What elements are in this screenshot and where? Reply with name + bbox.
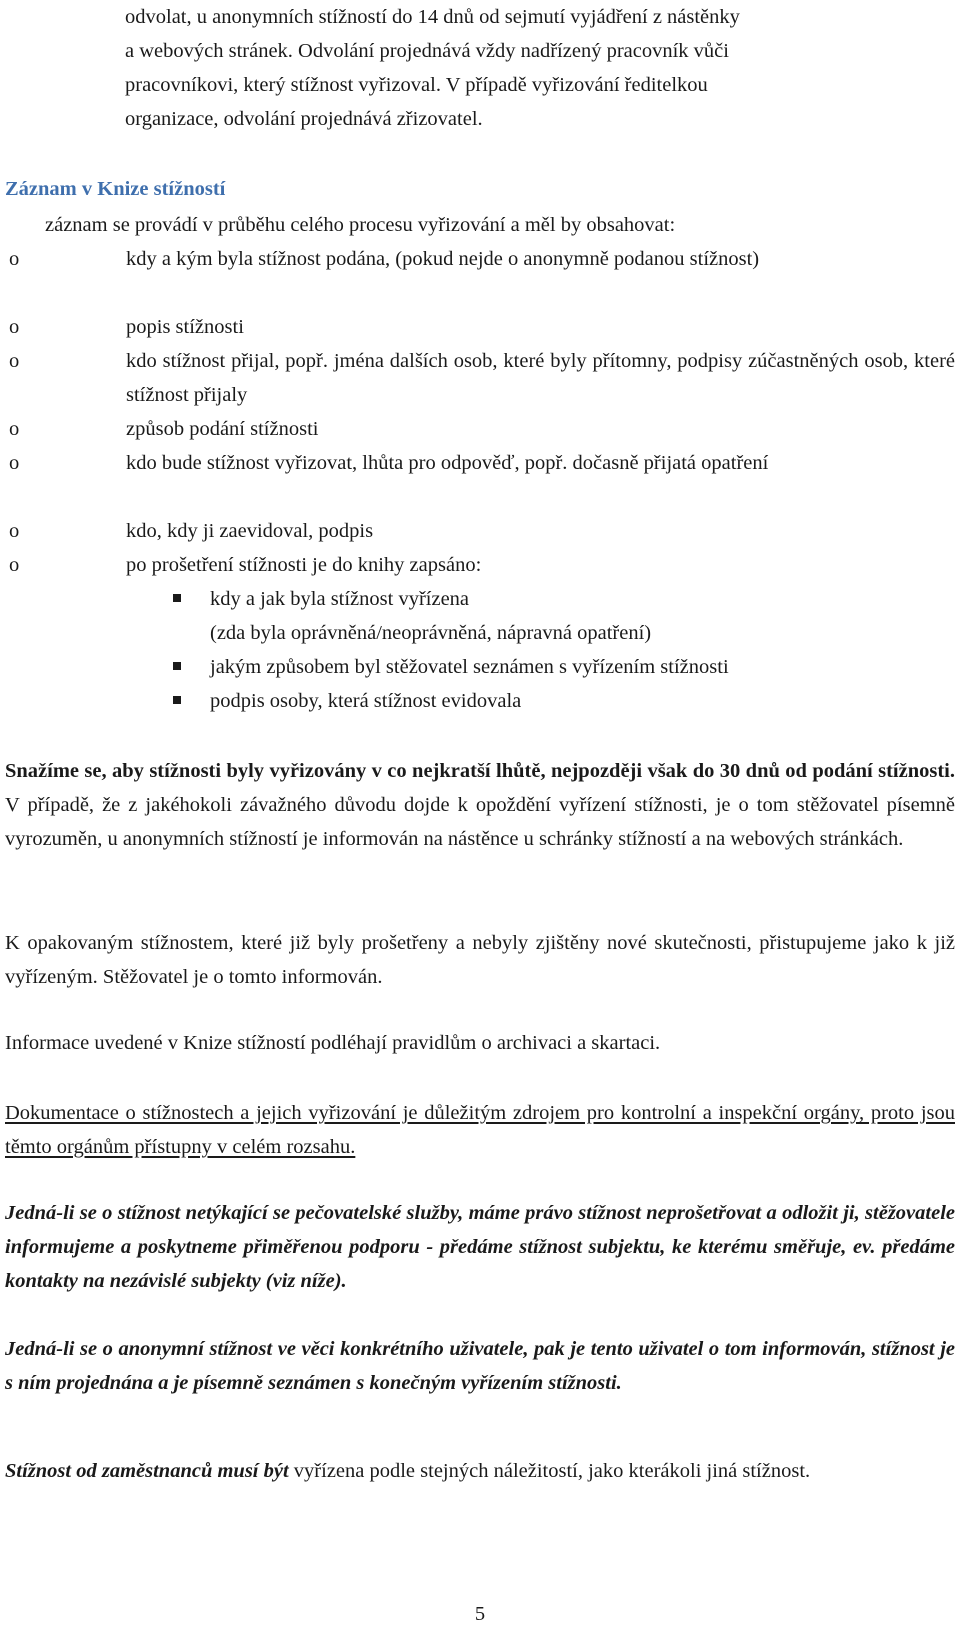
bullet-marker: o [9,452,20,474]
text-line: odvolat, u anonymních stížností do 14 dnů od sejmutí vyjádření z nástěnky [125,6,740,28]
deadline-text: V případě, že z jakéhokoli závažného důvodu dojde k opoždění vyřízení stížnosti, je o tom stěžovatel písemně vyrozuměn, u anonymních stížností je informován na nástěnce u schránky stížností a na webových stránkách. [5,794,955,850]
unrelated-complaint-paragraph: Jedná-li se o stížnost netýkající se pečovatelské služby, máme právo stížnost neprošetřovat a odložit ji, stěžovatele informujeme a poskytneme přiměřenou podporu - předáme stížnost subjektu, ke kterému směřuje, ev. předáme kontakty na nezávislé subjekty (viz níže). [5,1202,955,1292]
bullet-marker: o [9,316,20,338]
bullet-marker: o [9,350,20,372]
sub-list-item-text: kdy a jak byla stížnost vyřízena [210,588,470,610]
employee-complaint-paragraph [5,1454,955,1488]
section-intro: záznam se provádí v průběhu celého procesu vyřizování a měl by obsahovat: [45,214,676,236]
sub-list-item-text: jakým způsobem byl stěžovatel seznámen s vyřízením stížnosti [210,656,729,678]
list-item [5,242,955,276]
text-line: a webových stránek. Odvolání projednává vždy nadřízený pracovník vůči [125,40,729,62]
square-bullet-icon [173,696,181,704]
deadline-emphasis: Snažíme se, aby stížnosti byly vyřizovány v co nejkratší lhůtě, nejpozději však do 30 dnů od podání stížnosti. [5,760,955,782]
list-item [5,310,955,344]
list-item [5,344,955,412]
sub-list-item [5,582,955,616]
square-bullet-icon [173,594,181,602]
list-item-text: způsob podání stížnosti [126,418,319,440]
archiving-paragraph: Informace uvedené v Knize stížností podléhají pravidlům o archivaci a skartaci. [5,1032,661,1054]
text-line: pracovníkovi, který stížnost vyřizoval. V případě vyřizování ředitelkou [125,74,708,96]
list-item [5,514,955,548]
bullet-marker: o [9,418,20,440]
bullet-marker: o [9,248,20,270]
list-item-text: kdy a kým byla stížnost podána, (pokud nejde o anonymně podanou stížnost) [126,248,760,270]
continued-paragraph [125,0,955,136]
sub-list-item-text: (zda byla oprávněná/neoprávněná, nápravná opatření) [210,622,652,644]
employee-complaint-text: vyřízena podle stejných náležitostí, jako kterákoli jiná stížnost. [288,1460,811,1482]
documentation-paragraph: Dokumentace o stížnostech a jejich vyřizování je důležitým zdrojem pro kontrolní a inspekční orgány, proto jsou těmto orgánům přístupny v celém rozsahu. [5,1102,955,1158]
list-item-text: kdo stížnost přijal, popř. jména dalších osob, které byly přítomny, podpisy zúčastněných osob, které stížnost přijaly [126,350,955,406]
deadline-paragraph [5,754,955,856]
list-item-text: popis stížnosti [126,316,244,338]
list-item [5,412,955,446]
list-item [5,446,955,480]
sub-list-item [5,650,955,684]
list-item-text: kdo bude stížnost vyřizovat, lhůta pro odpověď, popř. dočasně přijatá opatření [126,452,769,474]
list-item [5,548,955,582]
page-number: 5 [474,1603,486,1625]
section-heading: Záznam v Knize stížností [5,178,226,200]
text-line: organizace, odvolání projednává zřizovatel. [125,108,483,130]
list-item-text: po prošetření stížnosti je do knihy zapsáno: [126,554,482,576]
bullet-marker: o [9,554,20,576]
anonymous-complaint-paragraph: Jedná-li se o anonymní stížnost ve věci konkrétního uživatele, pak je tento uživatel o tom informován, stížnost je s ním projednána a je písemně seznámen s konečným vyřízením stížnosti. [5,1338,955,1394]
repeated-complaints-paragraph: K opakovaným stížnostem, které již byly prošetřeny a nebyly zjištěny nové skutečnosti, přistupujeme jako k již vyřízeným. Stěžovatel je o tomto informován. [5,932,955,988]
list-item-text: kdo, kdy ji zaevidoval, podpis [126,520,374,542]
employee-complaint-emphasis: Stížnost od zaměstnanců musí být [5,1460,289,1482]
bullet-marker: o [9,520,20,542]
square-bullet-icon [173,662,181,670]
sub-list-item-continuation [5,616,955,650]
sub-list-item-text: podpis osoby, která stížnost evidovala [210,690,522,712]
sub-list-item [5,684,955,718]
